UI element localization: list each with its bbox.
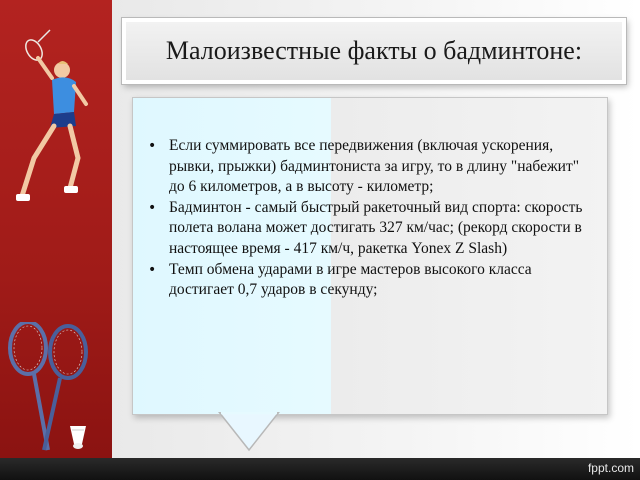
title-box [122,18,626,84]
bottom-bar [0,458,640,480]
badminton-player-icon [8,28,112,218]
fact-item: • Если суммировать все передвижения (включая ускорения, рывки, прыжки) бадминтониста за игру, то в длину "набежит" до 6 километров, а в высоту - километр; [146,136,594,198]
slide-title: Малоизвестные факты о бадминтоне: [165,36,583,65]
watermark: fppt.com [587,461,634,475]
fact-item: • Темп обмена ударами в игре мастеров высокого класса достигает 0,7 ударов в секунду; [146,260,594,301]
callout-pointer [218,412,280,452]
facts-list [146,136,594,301]
rackets-shuttlecock-icon [2,322,110,458]
fact-item: • Бадминтон - самый быстрый ракеточный вид спорта: скорость полета волана может достигать 327 км/час; (рекорд скорости в настоящее время - 417 км/ч, ракетка Yonex Z Slash) [146,198,594,260]
